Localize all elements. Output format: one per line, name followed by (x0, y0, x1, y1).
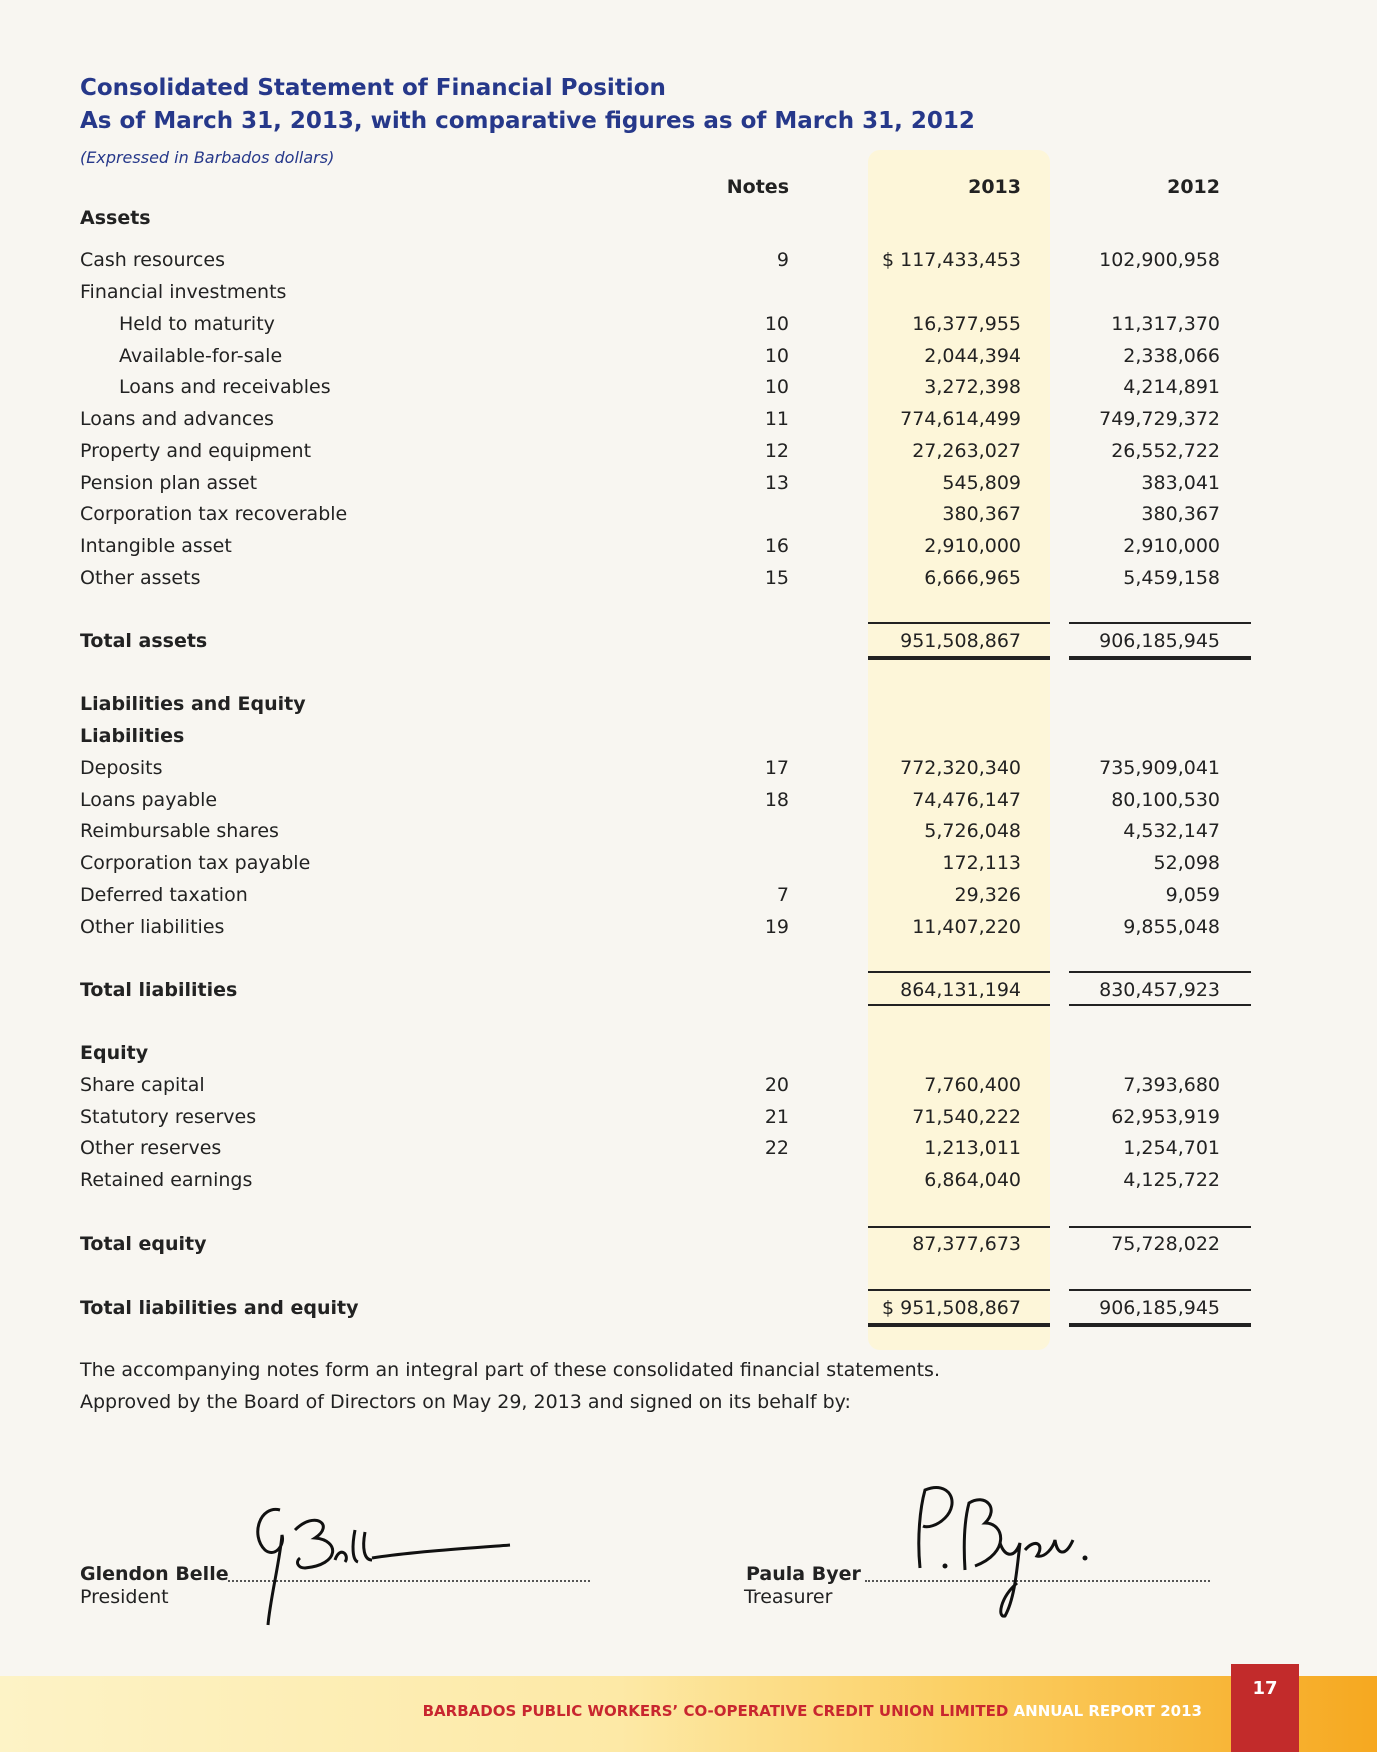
rule-total-equity-top-2013 (868, 1226, 1050, 1228)
row-value-2013: 7,760,400 (924, 1074, 1021, 1096)
row-value-2012: 4,214,891 (1123, 376, 1220, 398)
row-note: 15 (764, 567, 789, 589)
row-label: Deposits (80, 757, 163, 779)
statement-title: Consolidated Statement of Financial Position (80, 75, 666, 101)
row-value-2012: 735,909,041 (1099, 757, 1220, 779)
row-label: Corporation tax recoverable (80, 503, 348, 525)
row-label: Pension plan asset (80, 472, 258, 494)
notes-statement: The accompanying notes form an integral part of these consolidated financial statements. (80, 1359, 941, 1381)
rule-total-liabilities-bottom-2012 (1069, 1004, 1251, 1006)
row-label: Corporation tax payable (80, 852, 311, 874)
row-value-2012: 2,338,066 (1123, 345, 1220, 367)
equity-heading: Equity (80, 1042, 149, 1064)
row-value-2012: 4,125,722 (1123, 1169, 1220, 1191)
page-number: 17 (1252, 1678, 1278, 1699)
row-value-2012: 80,100,530 (1111, 789, 1220, 811)
row-value-2013: 11,407,220 (912, 916, 1021, 938)
row-value-2012: 62,953,919 (1111, 1106, 1220, 1128)
row-value-2012: 52,098 (1153, 852, 1220, 874)
rule-total-liabilities-top-2013 (868, 971, 1050, 973)
total-assets-2012: 906,185,945 (1099, 630, 1220, 652)
rule-total-liabilities-top-2012 (1069, 971, 1251, 973)
row-value-2012: 380,367 (1141, 503, 1220, 525)
rule-grand-total-bottom-2012 (1069, 1323, 1251, 1327)
row-value-2012: 102,900,958 (1099, 249, 1220, 271)
signatory-role-president: President (80, 1586, 169, 1608)
row-label: Held to maturity (119, 313, 275, 335)
total-liabilities-2013: 864,131,194 (900, 979, 1021, 1001)
row-note: 12 (764, 440, 789, 462)
row-value-2013: 2,910,000 (924, 535, 1021, 557)
signature-president (240, 1490, 530, 1630)
row-value-2013: 772,320,340 (900, 757, 1021, 779)
row-label: Loans and advances (80, 408, 274, 430)
row-label: Reimbursable shares (80, 820, 279, 842)
total-liabilities-2012: 830,457,923 (1099, 979, 1220, 1001)
row-value-2013: 6,864,040 (924, 1169, 1021, 1191)
header-2013: 2013 (968, 176, 1021, 198)
row-note: 9 (776, 249, 789, 271)
row-label: Cash resources (80, 249, 225, 271)
grand-total-2012: 906,185,945 (1099, 1297, 1220, 1319)
row-note: 7 (776, 884, 789, 906)
row-note: 18 (764, 789, 789, 811)
row-note: 10 (764, 376, 789, 398)
row-value-2013: 74,476,147 (912, 789, 1021, 811)
rule-grand-total-top-2013 (868, 1289, 1050, 1291)
row-label: Property and equipment (80, 440, 312, 462)
row-value-2013: 545,809 (942, 472, 1021, 494)
row-value-2013: 774,614,499 (900, 408, 1021, 430)
row-value-2012: 1,254,701 (1123, 1137, 1220, 1159)
row-value-2013: 172,113 (942, 852, 1021, 874)
row-value-2013: 5,726,048 (924, 820, 1021, 842)
rule-grand-total-bottom-2013 (868, 1323, 1050, 1327)
total-equity-label: Total equity (80, 1233, 207, 1255)
row-value-2012: 4,532,147 (1123, 820, 1220, 842)
row-value-2013: $ 117,433,453 (881, 249, 1021, 271)
row-label: Share capital (80, 1074, 205, 1096)
row-value-2012: 2,910,000 (1123, 535, 1220, 557)
total-assets-label: Total assets (80, 630, 208, 652)
row-label: Intangible asset (80, 535, 232, 557)
row-label: Available-for-sale (119, 345, 283, 367)
rule-grand-total-top-2012 (1069, 1289, 1251, 1291)
total-liabilities-label: Total liabilities (80, 979, 238, 1001)
grand-total-label: Total liabilities and equity (80, 1297, 359, 1319)
signature-treasurer (905, 1478, 1105, 1623)
row-label: Deferred taxation (80, 884, 248, 906)
signatory-name-treasurer: Paula Byer (746, 1563, 861, 1585)
grand-total-2013: $ 951,508,867 (881, 1297, 1021, 1319)
row-note: 13 (764, 472, 789, 494)
signatory-role-treasurer: Treasurer (744, 1586, 833, 1608)
row-note: 20 (764, 1074, 789, 1096)
rule-total-assets-bottom-2012 (1069, 656, 1251, 660)
row-note: 10 (764, 313, 789, 335)
total-equity-2012: 75,728,022 (1111, 1233, 1220, 1255)
assets-heading: Assets (80, 207, 151, 229)
currency-note: (Expressed in Barbados dollars) (80, 148, 335, 167)
row-value-2013: 6,666,965 (924, 567, 1021, 589)
row-note: 22 (764, 1137, 789, 1159)
row-note: 16 (764, 535, 789, 557)
page-number-box (1231, 1664, 1299, 1752)
rule-total-assets-top-2013 (868, 622, 1050, 624)
row-label: Statutory reserves (80, 1106, 257, 1128)
row-value-2013: 3,272,398 (924, 376, 1021, 398)
row-label: Financial investments (80, 281, 287, 303)
row-note: 10 (764, 345, 789, 367)
row-label: Other reserves (80, 1137, 222, 1159)
row-value-2012: 7,393,680 (1123, 1074, 1220, 1096)
row-value-2012: 383,041 (1141, 472, 1220, 494)
rule-total-assets-top-2012 (1069, 622, 1251, 624)
rule-total-assets-bottom-2013 (868, 656, 1050, 660)
total-assets-2013: 951,508,867 (900, 630, 1021, 652)
signatory-name-president: Glendon Belle (80, 1563, 229, 1585)
row-value-2013: 1,213,011 (924, 1137, 1021, 1159)
row-value-2012: 26,552,722 (1111, 440, 1220, 462)
footer-org-name: BARBADOS PUBLIC WORKERS’ CO-OPERATIVE CREDIT UNION LIMITED (422, 1702, 1009, 1720)
statement-period: As of March 31, 2013, with comparative figures as of March 31, 2012 (80, 108, 975, 134)
header-2012: 2012 (1167, 176, 1220, 198)
row-value-2012: 749,729,372 (1099, 408, 1220, 430)
row-value-2012: 5,459,158 (1123, 567, 1220, 589)
liabilities-equity-heading: Liabilities and Equity (80, 693, 306, 715)
liabilities-heading: Liabilities (80, 725, 185, 747)
rule-total-equity-top-2012 (1069, 1226, 1251, 1228)
row-note: 21 (764, 1106, 789, 1128)
row-note: 17 (764, 757, 789, 779)
approval-statement: Approved by the Board of Directors on May 29, 2013 and signed on its behalf by: (80, 1391, 851, 1413)
footer-caption (423, 1702, 1202, 1720)
total-equity-2013: 87,377,673 (912, 1233, 1021, 1255)
row-value-2013: 380,367 (942, 503, 1021, 525)
row-label: Other liabilities (80, 916, 225, 938)
row-label: Loans payable (80, 789, 218, 811)
row-value-2013: 2,044,394 (924, 345, 1021, 367)
row-value-2012: 9,059 (1165, 884, 1220, 906)
row-label: Other assets (80, 567, 201, 589)
row-value-2013: 27,263,027 (912, 440, 1021, 462)
footer-report-name: ANNUAL REPORT 2013 (1013, 1702, 1202, 1720)
row-value-2013: 16,377,955 (912, 313, 1021, 335)
row-value-2012: 11,317,370 (1111, 313, 1220, 335)
row-value-2013: 71,540,222 (912, 1106, 1021, 1128)
row-label: Retained earnings (80, 1169, 253, 1191)
row-value-2013: 29,326 (954, 884, 1021, 906)
rule-total-liabilities-bottom-2013 (868, 1004, 1050, 1006)
row-note: 19 (764, 916, 789, 938)
row-value-2012: 9,855,048 (1123, 916, 1220, 938)
header-notes: Notes (726, 176, 789, 198)
row-label: Loans and receivables (119, 376, 331, 398)
row-note: 11 (764, 408, 789, 430)
